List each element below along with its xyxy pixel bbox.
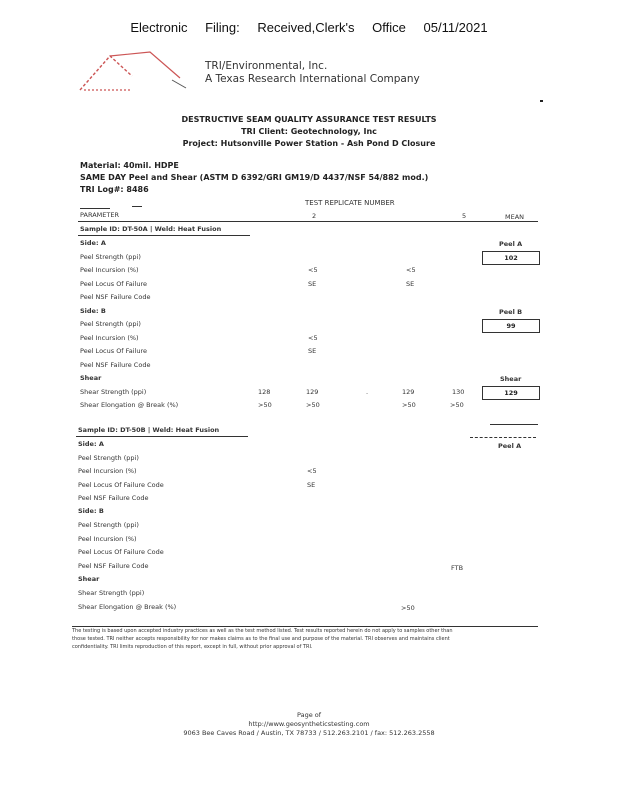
col-header-2: 2 <box>312 212 317 220</box>
cell: SE <box>308 347 317 355</box>
row-label: Peel Incursion (%) <box>80 334 139 342</box>
shear-section-label: Shear <box>78 575 100 583</box>
sample-2-id: Sample ID: DT-50B | Weld: Heat Fusion <box>78 426 220 434</box>
cell: SE <box>406 280 415 288</box>
peel-a-mean: 102 <box>482 251 540 265</box>
side-b-label: Side: B <box>78 507 104 515</box>
cell: SE <box>307 481 316 489</box>
side-a-label: Side: A <box>78 440 104 448</box>
divider <box>132 206 142 207</box>
peel-a-label: Peel A <box>499 240 523 248</box>
row-label: Peel Strength (ppi) <box>80 253 141 261</box>
cell: 129 <box>402 388 415 396</box>
row-label: Peel Strength (ppi) <box>78 454 139 462</box>
mean-rule <box>490 424 538 425</box>
website-link[interactable]: http://www.geosyntheticstesting.com <box>248 720 370 728</box>
peel-b-label: Peel B <box>499 308 523 316</box>
side-b-label: Side: B <box>80 307 106 315</box>
cell: >50 <box>402 401 416 409</box>
filing-word-2: Filing: <box>205 20 240 35</box>
cell: FTB <box>451 564 464 572</box>
row-label: Shear Strength (ppi) <box>78 589 145 597</box>
sample-rule <box>76 436 248 437</box>
test-method: SAME DAY Peel and Shear (ASTM D 6392/GRI GM19/D 4437/NSF 54/882 mod.) <box>80 173 429 182</box>
peel-a-label: Peel A <box>498 442 522 450</box>
cell: SE <box>308 280 317 288</box>
row-label: Peel Incursion (%) <box>78 467 137 475</box>
row-label: Peel NSF Failure Code <box>78 494 149 502</box>
cell: >50 <box>258 401 272 409</box>
report-title: DESTRUCTIVE SEAM QUALITY ASSURANCE TEST RESULTS <box>181 115 437 124</box>
cell: <5 <box>308 334 318 342</box>
side-a-label: Side: A <box>80 239 106 247</box>
footer-rule <box>72 626 538 627</box>
row-label: Peel NSF Failure Code <box>80 361 151 369</box>
cell: <5 <box>308 266 318 274</box>
row-label: Peel Locus Of Failure <box>80 280 148 288</box>
divider <box>80 208 110 209</box>
row-label: Shear Strength (ppi) <box>80 388 147 396</box>
tri-log: TRI Log#: 8486 <box>80 185 149 194</box>
row-label: Peel Locus Of Failure Code <box>78 481 164 489</box>
filing-header <box>0 20 618 35</box>
report-project: Project: Hutsonville Power Station - Ash Pond D Closure <box>182 139 436 148</box>
row-label: Peel NSF Failure Code <box>78 562 149 570</box>
cell: <5 <box>406 266 416 274</box>
sample-rule <box>78 235 250 236</box>
cell: >50 <box>306 401 320 409</box>
cell: 128 <box>258 388 271 396</box>
shear-mean: 129 <box>482 386 540 400</box>
parameter-header: PARAMETER <box>80 211 119 219</box>
peel-b-mean: 99 <box>482 319 540 333</box>
cell: >50 <box>450 401 464 409</box>
row-label: Peel Incursion (%) <box>78 535 137 543</box>
row-label: Peel Locus Of Failure Code <box>78 548 164 556</box>
row-label: Peel Strength (ppi) <box>80 320 141 328</box>
disclaimer-line: The testing is based upon accepted industry practices as well as the test method listed. Test results reported herein do not apply to samples other than <box>72 628 453 634</box>
row-label: Peel Strength (ppi) <box>78 521 139 529</box>
cell: 130 <box>452 388 465 396</box>
page-number: Page of <box>296 711 322 719</box>
filing-word-4: Office <box>372 20 406 35</box>
mean-rule <box>470 437 536 438</box>
disclaimer-line: those tested. TRI neither accepts responsibility for nor makes claims as to the final use and purpose of the material. TRI observes and maintains client <box>72 636 450 642</box>
row-label: Shear Elongation @ Break (%) <box>80 401 179 409</box>
address: 9063 Bee Caves Road / Austin, TX 78733 / 512.263.2101 / fax: 512.263.2558 <box>183 729 435 737</box>
shear-mean-label: Shear <box>500 375 522 383</box>
table-header-rule <box>78 221 538 222</box>
filing-date: 05/11/2021 <box>423 20 488 35</box>
company-tagline: A Texas Research International Company <box>205 73 420 85</box>
cell: . <box>366 388 369 396</box>
row-label: Peel Locus Of Failure <box>80 347 148 355</box>
row-label: Peel NSF Failure Code <box>80 293 151 301</box>
replicate-header: TEST REPLICATE NUMBER <box>305 199 395 207</box>
row-label: Peel Incursion (%) <box>80 266 139 274</box>
company-name: TRI/Environmental, Inc. <box>205 60 328 72</box>
shear-section-label: Shear <box>80 374 102 382</box>
sample-1-id: Sample ID: DT-50A | Weld: Heat Fusion <box>80 225 222 233</box>
row-label: Shear Elongation @ Break (%) <box>78 603 177 611</box>
col-header-5: 5 <box>462 212 467 220</box>
filing-word-3: Received,Clerk's <box>257 20 355 35</box>
scan-mark <box>540 100 543 102</box>
cell: 129 <box>306 388 319 396</box>
company-logo <box>70 48 190 98</box>
col-header-mean: MEAN <box>505 213 525 221</box>
filing-word-1: Electronic <box>130 20 188 35</box>
report-client: TRI Client: Geotechnology, Inc <box>241 127 377 136</box>
cell: >50 <box>401 604 415 612</box>
disclaimer-line: confidentiality. TRI limits reproduction of this report, except in full, without prior approval of TRI. <box>72 644 313 650</box>
material-label: Material: 40mil. HDPE <box>80 161 179 170</box>
cell: <5 <box>307 467 317 475</box>
